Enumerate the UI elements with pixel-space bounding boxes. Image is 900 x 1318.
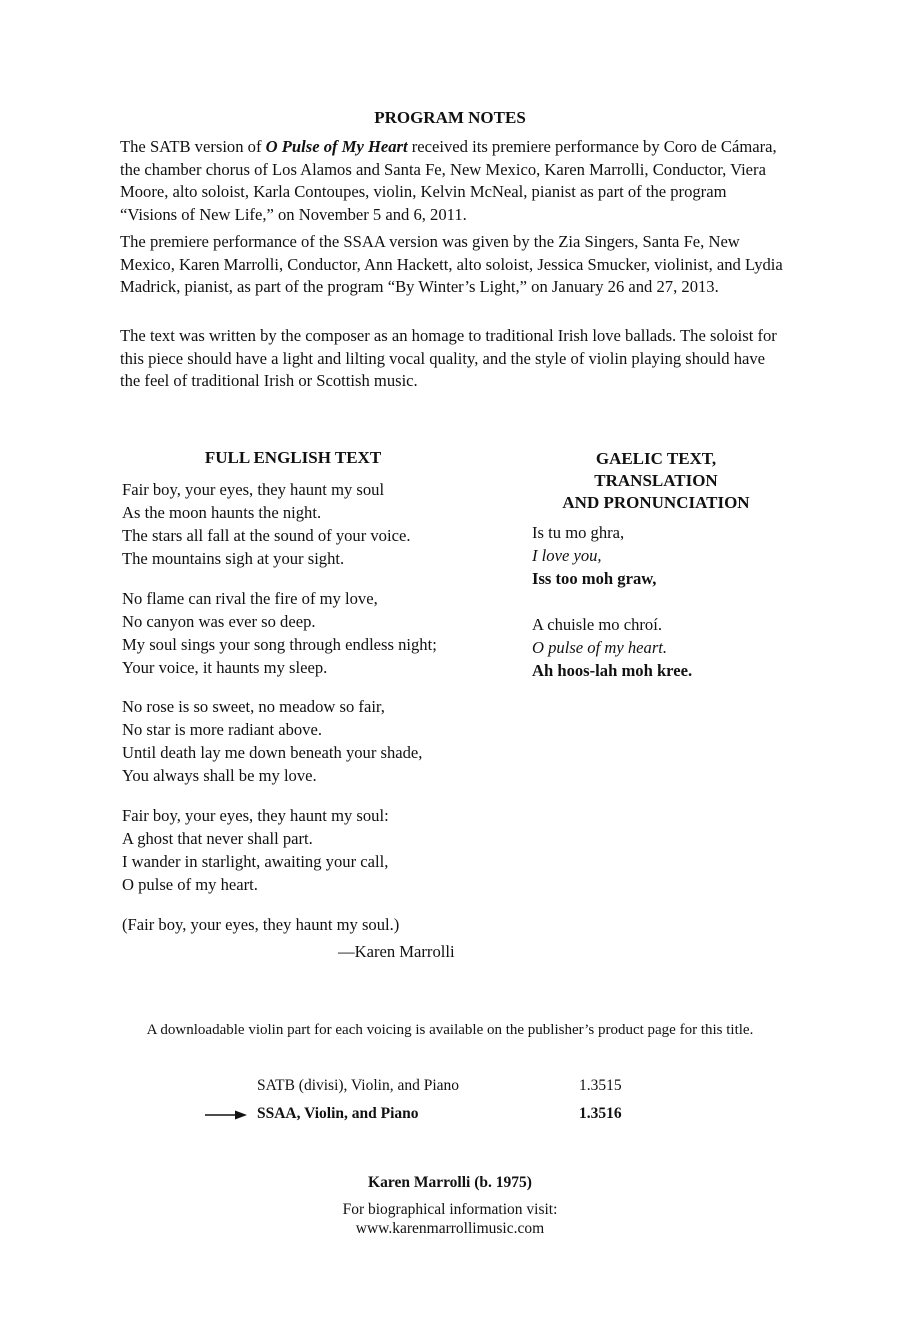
edition-row-current [200,1105,660,1127]
lyric-line: (Fair boy, your eyes, they haunt my soul.) [122,915,400,934]
translation-line: O pulse of my heart. [532,638,668,657]
lyric-line: Until death lay me down beneath your shade, [122,743,423,762]
edition-number: 1.3516 [579,1105,622,1122]
bio-info-text: For biographical information visit: [342,1201,558,1218]
composer-name: Karen Marrolli (b. 1975) [368,1174,532,1191]
lyric-line: Your voice, it haunts my sleep. [122,658,328,677]
composer-website: www.karenmarrollimusic.com [355,1220,545,1237]
lyric-line: Fair boy, your eyes, they haunt my soul [122,480,385,499]
stanza [122,695,482,787]
download-note: A downloadable violin part for each voicing is available on the publisher’s product page for this title. [146,1022,754,1038]
edition-name: SATB (divisi), Violin, and Piano [257,1077,460,1094]
lyric-line: My soul sings your song through endless night; [122,635,437,654]
lyric-line: No flame can rival the fire of my love, [122,589,378,608]
lyric-line: The mountains sigh at your sight. [122,549,345,568]
lyric-line: No star is more radiant above. [122,720,322,739]
text-author-signature: —Karen Marrolli [338,942,455,961]
program-note-satb [120,136,785,226]
program-note-text-origin: The text was written by the composer as an homage to traditional Irish love ballads. The soloist for this piece should have a light and lilting vocal quality, and the style of violin playing should have the feel of traditional Irish or Scottish music. [120,326,777,390]
edition-name: SSAA, Violin, and Piano [257,1105,419,1122]
gaelic-group [532,521,832,590]
gaelic-line: A chuisle mo chroí. [532,615,662,634]
stanza [122,587,482,679]
lyric-line: No canyon was ever so deep. [122,612,316,631]
lyric-line: I wander in starlight, awaiting your call, [122,852,389,871]
lyric-line: The stars all fall at the sound of your voice. [122,526,411,545]
pronunciation-line: Iss too moh graw, [532,569,657,588]
pronunciation-line: Ah hoos-lah moh kree. [532,661,693,680]
stanza [122,804,482,896]
english-text-title: FULL ENGLISH TEXT [204,448,382,467]
lyric-line: No rose is so sweet, no meadow so fair, [122,697,385,716]
lyric-line: Fair boy, your eyes, they haunt my soul: [122,806,389,825]
edition-number: 1.3515 [579,1077,622,1094]
lyric-line: You always shall be my love. [122,766,317,785]
gaelic-title-line: AND PRONUNCIATION [562,493,750,512]
lyric-line: O pulse of my heart. [122,875,258,894]
gaelic-line: Is tu mo ghra, [532,523,625,542]
note-text: received its premiere performance by Coro de Cámara, the chamber chorus of Los Alamos and Santa Fe, New Mexico, Karen Marrolli, Conductor, Viera Moore, alto soloist, Karla Contoupes, violin, Kelvin McNeal, pianist as part of the program “Visions of New Life,” on November 5 and 6, 2011. [120,137,777,224]
arrow-right-icon [205,1109,247,1121]
gaelic-title-line: TRANSLATION [594,471,718,490]
gaelic-title-line: GAELIC TEXT, [595,449,717,468]
stanza [122,913,482,936]
program-notes-title: PROGRAM NOTES [374,108,526,127]
note-text: The SATB version of [120,137,266,156]
lyric-line: A ghost that never shall part. [122,829,313,848]
program-note-ssaa: The premiere performance of the SSAA version was given by the Zia Singers, Santa Fe, New Mexico, Karen Marrolli, Conductor, Ann Hackett, alto soloist, Jessica Smucker, violinist, and Lydia Madrick, pianist, as part of the program “By Winter’s Light,” on January 26 and 27, 2013. [120,232,783,296]
work-title: O Pulse of My Heart [265,137,408,156]
translation-line: I love you, [532,546,602,565]
gaelic-group [532,613,832,682]
edition-row [200,1077,660,1099]
lyric-line: As the moon haunts the night. [122,503,322,522]
gaelic-text-title [540,448,772,514]
stanza [122,478,482,570]
